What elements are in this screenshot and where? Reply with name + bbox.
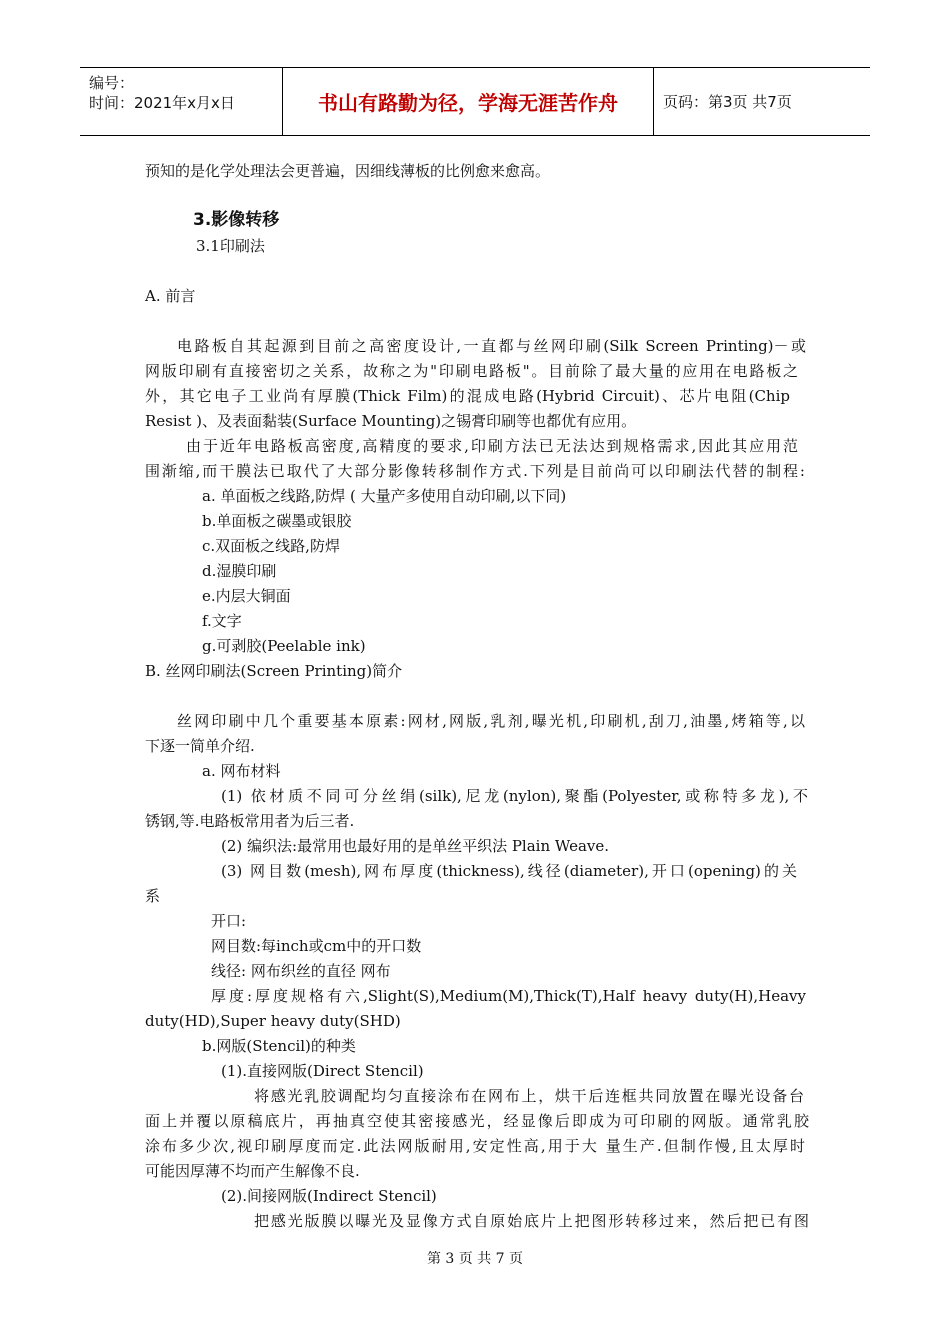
paragraph-line: 开口: <box>211 912 247 930</box>
indirect-stencil-title: (2).间接网版(Indirect Stencil) <box>221 1187 437 1205</box>
paragraph-line: 外，其它电子工业尚有厚膜(Thick Film)的混成电路(Hybrid Circuit)、芯片电阻(Chip <box>145 387 790 405</box>
paragraph-line: 电路板自其起源到目前之高密度设计,一直都与丝网印刷(Silk Screen Printing)－或 <box>177 337 806 355</box>
list-item: c.双面板之线路,防焊 <box>202 537 340 555</box>
list-item: f.文字 <box>202 612 242 630</box>
list-item: g.可剥胶(Peelable ink) <box>202 637 366 655</box>
paragraph-line: duty(HD),Super heavy duty(SHD) <box>145 1012 401 1030</box>
list-item: d.湿膜印刷 <box>202 562 277 580</box>
paragraph-line: 围渐缩,而干膜法已取代了大部分影像转移制作方式.下列是目前尚可以印刷法代替的制程: <box>145 462 805 480</box>
paragraph-line: 涂布多少次,视印刷厚度而定.此法网版耐用,安定性高,用于大 量生产.但制作慢,且太厚时 <box>145 1137 805 1155</box>
paragraph-line: 可能因厚薄不均而产生解像不良. <box>145 1162 360 1180</box>
paragraph-line: 网版印刷有直接密切之关系，故称之为"印刷电路板"。目前除了最大量的应用在电路板之 <box>145 362 798 380</box>
paragraph-line: 面上并覆以原稿底片，再抽真空使其密接感光，经显像后即成为可印刷的网版。通常乳胶 <box>145 1112 809 1130</box>
subsection-title: 3.1印刷法 <box>196 237 265 255</box>
paragraph-line: Resist )、及表面黏装(Surface Mounting)之锡膏印刷等也都优有应用。 <box>145 412 637 430</box>
paragraph-line: 丝网印刷中几个重要基本原素:网材,网版,乳剂,曝光机,印刷机,刮刀,油墨,烤箱等,以 <box>177 712 805 730</box>
doc-number-label: 编号： <box>89 74 135 92</box>
page-header <box>80 67 870 136</box>
doc-time-label: 时间：2021年x月x日 <box>89 94 235 112</box>
list-item: a. 单面板之线路,防焊 ( 大量产多使用自动印刷,以下同) <box>202 487 567 505</box>
paragraph-line: 锈钢,等.电路板常用者为后三者. <box>145 812 355 830</box>
header-meta <box>80 68 283 135</box>
paragraph-line: 把感光版膜以曝光及显像方式自原始底片上把图形转移过来，然后把已有图 <box>254 1212 809 1230</box>
list-item: b.单面板之碳墨或银胶 <box>202 512 352 530</box>
heading-b: B. 丝网印刷法(Screen Printing)简介 <box>145 662 403 680</box>
list-item: e.内层大铜面 <box>202 587 291 605</box>
mesh-title: a. 网布材料 <box>202 762 281 780</box>
direct-stencil-title: (1).直接网版(Direct Stencil) <box>221 1062 424 1080</box>
paragraph-line: 线径: 网布织丝的直径 网布 <box>211 962 391 980</box>
section-title: 3.影像转移 <box>193 210 280 230</box>
paragraph-line: 下逐一简单介绍. <box>145 737 255 755</box>
header-motto: 书山有路勤为径，学海无涯苦作舟 <box>283 68 654 135</box>
intro-paragraph: 预知的是化学处理法会更普遍，因细线薄板的比例愈来愈高。 <box>145 162 551 180</box>
page-footer: 第 3 页 共 7 页 <box>426 1251 524 1267</box>
paragraph-line: (1) 依材质不同可分丝绢(silk),尼龙(nylon),聚酯(Polyester,或称特多龙),不 <box>221 787 808 805</box>
paragraph-line: 由于近年电路板高密度,高精度的要求,印刷方法已无法达到规格需求,因此其应用范 <box>186 437 798 455</box>
paragraph-line: (2) 编织法:最常用也最好用的是单丝平织法 Plain Weave. <box>221 837 610 855</box>
paragraph-line: 系 <box>145 887 161 905</box>
heading-a: A. 前言 <box>145 287 196 305</box>
paragraph-line: 网目数:每inch或cm中的开口数 <box>211 937 422 955</box>
header-page-label: 页码：第3页 共7页 <box>663 93 792 111</box>
stencil-title: b.网版(Stencil)的种类 <box>202 1037 356 1055</box>
paragraph-line: 将感光乳胶调配均匀直接涂布在网布上，烘干后连框共同放置在曝光设备台 <box>254 1087 804 1105</box>
paragraph-line: 厚度:厚度规格有六,Slight(S),Medium(M),Thick(T),Half heavy duty(H),Heavy <box>211 987 806 1005</box>
paragraph-line: (3) 网目数(mesh),网布厚度(thickness),线径(diameter),开口(opening)的关 <box>221 862 797 880</box>
